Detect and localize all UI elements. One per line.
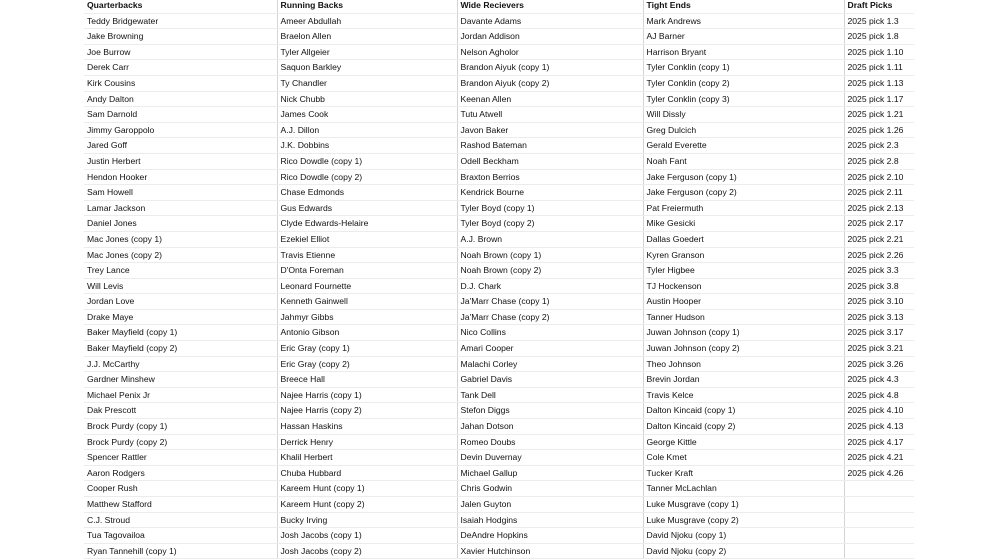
draft-pick-cell: 2025 pick 2.10: [844, 169, 914, 185]
wide-receiver-cell: Devin Duvernay: [457, 450, 643, 466]
table-row: [84, 122, 914, 138]
table-row: [84, 13, 914, 29]
draft-pick-cell: 2025 pick 1.13: [844, 75, 914, 91]
tight-end-cell: George Kittle: [643, 434, 844, 450]
table-row: [84, 107, 914, 123]
table-row: [84, 75, 914, 91]
wide-receiver-cell: Keenan Allen: [457, 91, 643, 107]
draft-pick-cell: 2025 pick 2.17: [844, 216, 914, 232]
tight-end-cell: Luke Musgrave (copy 2): [643, 512, 844, 528]
tight-end-cell: Greg Dulcich: [643, 122, 844, 138]
tight-end-cell: Will Dissly: [643, 107, 844, 123]
running-back-cell: Josh Jacobs (copy 1): [277, 528, 457, 544]
tight-end-cell: TJ Hockenson: [643, 278, 844, 294]
table-row: [84, 372, 914, 388]
tight-end-cell: David Njoku (copy 1): [643, 528, 844, 544]
running-back-cell: Najee Harris (copy 2): [277, 403, 457, 419]
table-row: [84, 325, 914, 341]
wide-receiver-cell: Malachi Corley: [457, 356, 643, 372]
running-back-cell: Breece Hall: [277, 372, 457, 388]
table-row: [84, 44, 914, 60]
draft-pick-cell: 2025 pick 2.11: [844, 185, 914, 201]
quarterback-cell: Justin Herbert: [84, 153, 277, 169]
tight-end-cell: Theo Johnson: [643, 356, 844, 372]
wide-receiver-cell: Kendrick Bourne: [457, 185, 643, 201]
wide-receiver-cell: Brandon Aiyuk (copy 1): [457, 60, 643, 76]
header-draft-picks: Draft Picks: [844, 0, 914, 13]
draft-pick-cell: 2025 pick 1.11: [844, 60, 914, 76]
quarterback-cell: Matthew Stafford: [84, 497, 277, 513]
wide-receiver-cell: Amari Cooper: [457, 341, 643, 357]
running-back-cell: Antonio Gibson: [277, 325, 457, 341]
draft-pick-cell: 2025 pick 1.8: [844, 29, 914, 45]
quarterback-cell: Baker Mayfield (copy 2): [84, 341, 277, 357]
header-row: [84, 0, 914, 13]
quarterback-cell: Michael Penix Jr: [84, 387, 277, 403]
table-row: [84, 91, 914, 107]
wide-receiver-cell: Xavier Hutchinson: [457, 543, 643, 559]
tight-end-cell: Travis Kelce: [643, 387, 844, 403]
tight-end-cell: Pat Freiermuth: [643, 200, 844, 216]
quarterback-cell: Jordan Love: [84, 294, 277, 310]
quarterback-cell: Sam Darnold: [84, 107, 277, 123]
quarterback-cell: Daniel Jones: [84, 216, 277, 232]
quarterback-cell: Mac Jones (copy 2): [84, 247, 277, 263]
table-row: [84, 450, 914, 466]
draft-pick-cell: 2025 pick 3.13: [844, 309, 914, 325]
table-row: [84, 138, 914, 154]
quarterback-cell: Jake Browning: [84, 29, 277, 45]
draft-pick-cell: 2025 pick 2.26: [844, 247, 914, 263]
wide-receiver-cell: Gabriel Davis: [457, 372, 643, 388]
table-row: [84, 200, 914, 216]
running-back-cell: D'Onta Foreman: [277, 263, 457, 279]
draft-pick-cell: [844, 528, 914, 544]
running-back-cell: Chase Edmonds: [277, 185, 457, 201]
running-back-cell: Najee Harris (copy 1): [277, 387, 457, 403]
wide-receiver-cell: DeAndre Hopkins: [457, 528, 643, 544]
draft-pick-cell: 2025 pick 2.13: [844, 200, 914, 216]
draft-pick-cell: 2025 pick 4.21: [844, 450, 914, 466]
tight-end-cell: Tyler Conklin (copy 2): [643, 75, 844, 91]
wide-receiver-cell: Tyler Boyd (copy 1): [457, 200, 643, 216]
running-back-cell: Gus Edwards: [277, 200, 457, 216]
wide-receiver-cell: Tutu Atwell: [457, 107, 643, 123]
tight-end-cell: David Njoku (copy 2): [643, 543, 844, 559]
wide-receiver-cell: Jalen Guyton: [457, 497, 643, 513]
draft-pick-cell: 2025 pick 4.10: [844, 403, 914, 419]
table-row: [84, 60, 914, 76]
table-row: [84, 169, 914, 185]
running-back-cell: Ty Chandler: [277, 75, 457, 91]
wide-receiver-cell: Nelson Agholor: [457, 44, 643, 60]
table-row: [84, 278, 914, 294]
running-back-cell: Bucky Irving: [277, 512, 457, 528]
wide-receiver-cell: Isaiah Hodgins: [457, 512, 643, 528]
table-row: [84, 263, 914, 279]
running-back-cell: Clyde Edwards-Helaire: [277, 216, 457, 232]
quarterback-cell: Kirk Cousins: [84, 75, 277, 91]
tight-end-cell: Luke Musgrave (copy 1): [643, 497, 844, 513]
draft-pick-cell: 2025 pick 3.3: [844, 263, 914, 279]
draft-pick-cell: 2025 pick 1.10: [844, 44, 914, 60]
roster-table: [84, 0, 914, 559]
table-row: [84, 481, 914, 497]
tight-end-cell: Jake Ferguson (copy 1): [643, 169, 844, 185]
draft-pick-cell: 2025 pick 1.21: [844, 107, 914, 123]
quarterback-cell: Trey Lance: [84, 263, 277, 279]
wide-receiver-cell: Stefon Diggs: [457, 403, 643, 419]
draft-pick-cell: 2025 pick 2.21: [844, 231, 914, 247]
wide-receiver-cell: Braxton Berrios: [457, 169, 643, 185]
draft-pick-cell: 2025 pick 1.3: [844, 13, 914, 29]
draft-pick-cell: [844, 512, 914, 528]
tight-end-cell: Brevin Jordan: [643, 372, 844, 388]
quarterback-cell: Brock Purdy (copy 2): [84, 434, 277, 450]
header-wide-receivers: Wide Recievers: [457, 0, 643, 13]
tight-end-cell: Tanner McLachlan: [643, 481, 844, 497]
table-row: [84, 231, 914, 247]
quarterback-cell: Baker Mayfield (copy 1): [84, 325, 277, 341]
table-row: [84, 247, 914, 263]
table-row: [84, 434, 914, 450]
running-back-cell: Kareem Hunt (copy 2): [277, 497, 457, 513]
header-running-backs: Running Backs: [277, 0, 457, 13]
draft-pick-cell: 2025 pick 4.13: [844, 419, 914, 435]
table-row: [84, 497, 914, 513]
wide-receiver-cell: Nico Collins: [457, 325, 643, 341]
quarterback-cell: C.J. Stroud: [84, 512, 277, 528]
table-row: [84, 341, 914, 357]
running-back-cell: Rico Dowdle (copy 1): [277, 153, 457, 169]
running-back-cell: Travis Etienne: [277, 247, 457, 263]
wide-receiver-cell: Rashod Bateman: [457, 138, 643, 154]
quarterback-cell: Sam Howell: [84, 185, 277, 201]
draft-pick-cell: 2025 pick 3.10: [844, 294, 914, 310]
running-back-cell: Rico Dowdle (copy 2): [277, 169, 457, 185]
wide-receiver-cell: Tyler Boyd (copy 2): [457, 216, 643, 232]
tight-end-cell: Tyler Higbee: [643, 263, 844, 279]
tight-end-cell: Tucker Kraft: [643, 465, 844, 481]
draft-pick-cell: 2025 pick 4.8: [844, 387, 914, 403]
tight-end-cell: Dalton Kincaid (copy 1): [643, 403, 844, 419]
quarterback-cell: Derek Carr: [84, 60, 277, 76]
quarterback-cell: Jared Goff: [84, 138, 277, 154]
tight-end-cell: Gerald Everette: [643, 138, 844, 154]
quarterback-cell: Ryan Tannehill (copy 1): [84, 543, 277, 559]
table-row: [84, 543, 914, 559]
table-row: [84, 294, 914, 310]
draft-pick-cell: 2025 pick 3.17: [844, 325, 914, 341]
draft-pick-cell: 2025 pick 3.26: [844, 356, 914, 372]
table-row: [84, 309, 914, 325]
quarterback-cell: Teddy Bridgewater: [84, 13, 277, 29]
quarterback-cell: Cooper Rush: [84, 481, 277, 497]
quarterback-cell: Andy Dalton: [84, 91, 277, 107]
quarterback-cell: Brock Purdy (copy 1): [84, 419, 277, 435]
running-back-cell: Tyler Allgeier: [277, 44, 457, 60]
draft-pick-cell: 2025 pick 4.17: [844, 434, 914, 450]
draft-pick-cell: 2025 pick 2.3: [844, 138, 914, 154]
wide-receiver-cell: Ja'Marr Chase (copy 1): [457, 294, 643, 310]
table-row: [84, 216, 914, 232]
wide-receiver-cell: Romeo Doubs: [457, 434, 643, 450]
header-quarterbacks: Quarterbacks: [84, 0, 277, 13]
header-tight-ends: Tight Ends: [643, 0, 844, 13]
running-back-cell: J.K. Dobbins: [277, 138, 457, 154]
running-back-cell: A.J. Dillon: [277, 122, 457, 138]
wide-receiver-cell: Noah Brown (copy 2): [457, 263, 643, 279]
tight-end-cell: Kyren Granson: [643, 247, 844, 263]
running-back-cell: Kareem Hunt (copy 1): [277, 481, 457, 497]
running-back-cell: Derrick Henry: [277, 434, 457, 450]
draft-pick-cell: [844, 543, 914, 559]
quarterback-cell: J.J. McCarthy: [84, 356, 277, 372]
draft-pick-cell: 2025 pick 3.8: [844, 278, 914, 294]
quarterback-cell: Hendon Hooker: [84, 169, 277, 185]
tight-end-cell: Juwan Johnson (copy 2): [643, 341, 844, 357]
table-row: [84, 419, 914, 435]
running-back-cell: Saquon Barkley: [277, 60, 457, 76]
quarterback-cell: Gardner Minshew: [84, 372, 277, 388]
tight-end-cell: Mike Gesicki: [643, 216, 844, 232]
running-back-cell: Chuba Hubbard: [277, 465, 457, 481]
running-back-cell: Nick Chubb: [277, 91, 457, 107]
table-row: [84, 185, 914, 201]
wide-receiver-cell: D.J. Chark: [457, 278, 643, 294]
running-back-cell: Jahmyr Gibbs: [277, 309, 457, 325]
table-row: [84, 29, 914, 45]
quarterback-cell: Tua Tagovailoa: [84, 528, 277, 544]
draft-pick-cell: 2025 pick 4.3: [844, 372, 914, 388]
quarterback-cell: Joe Burrow: [84, 44, 277, 60]
running-back-cell: Hassan Haskins: [277, 419, 457, 435]
tight-end-cell: Tyler Conklin (copy 3): [643, 91, 844, 107]
draft-pick-cell: 2025 pick 2.8: [844, 153, 914, 169]
wide-receiver-cell: Michael Gallup: [457, 465, 643, 481]
table-row: [84, 356, 914, 372]
table-row: [84, 387, 914, 403]
quarterback-cell: Will Levis: [84, 278, 277, 294]
wide-receiver-cell: Tank Dell: [457, 387, 643, 403]
draft-pick-cell: [844, 497, 914, 513]
tight-end-cell: Jake Ferguson (copy 2): [643, 185, 844, 201]
wide-receiver-cell: Jordan Addison: [457, 29, 643, 45]
running-back-cell: Ezekiel Elliot: [277, 231, 457, 247]
quarterback-cell: Lamar Jackson: [84, 200, 277, 216]
draft-pick-cell: 2025 pick 1.17: [844, 91, 914, 107]
draft-pick-cell: [844, 481, 914, 497]
quarterback-cell: Aaron Rodgers: [84, 465, 277, 481]
quarterback-cell: Dak Prescott: [84, 403, 277, 419]
wide-receiver-cell: Noah Brown (copy 1): [457, 247, 643, 263]
tight-end-cell: Tyler Conklin (copy 1): [643, 60, 844, 76]
table-row: [84, 465, 914, 481]
running-back-cell: Josh Jacobs (copy 2): [277, 543, 457, 559]
tight-end-cell: Mark Andrews: [643, 13, 844, 29]
table-row: [84, 153, 914, 169]
table-row: [84, 403, 914, 419]
tight-end-cell: Tanner Hudson: [643, 309, 844, 325]
quarterback-cell: Mac Jones (copy 1): [84, 231, 277, 247]
draft-pick-cell: 2025 pick 1.26: [844, 122, 914, 138]
tight-end-cell: Austin Hooper: [643, 294, 844, 310]
running-back-cell: Khalil Herbert: [277, 450, 457, 466]
draft-pick-cell: 2025 pick 3.21: [844, 341, 914, 357]
draft-pick-cell: 2025 pick 4.26: [844, 465, 914, 481]
running-back-cell: Eric Gray (copy 1): [277, 341, 457, 357]
running-back-cell: Leonard Fournette: [277, 278, 457, 294]
quarterback-cell: Spencer Rattler: [84, 450, 277, 466]
wide-receiver-cell: Odell Beckham: [457, 153, 643, 169]
tight-end-cell: Cole Kmet: [643, 450, 844, 466]
running-back-cell: James Cook: [277, 107, 457, 123]
tight-end-cell: Noah Fant: [643, 153, 844, 169]
tight-end-cell: Juwan Johnson (copy 1): [643, 325, 844, 341]
table-row: [84, 512, 914, 528]
tight-end-cell: Harrison Bryant: [643, 44, 844, 60]
wide-receiver-cell: Ja'Marr Chase (copy 2): [457, 309, 643, 325]
wide-receiver-cell: Jahan Dotson: [457, 419, 643, 435]
tight-end-cell: Dalton Kincaid (copy 2): [643, 419, 844, 435]
wide-receiver-cell: Davante Adams: [457, 13, 643, 29]
wide-receiver-cell: A.J. Brown: [457, 231, 643, 247]
running-back-cell: Ameer Abdullah: [277, 13, 457, 29]
tight-end-cell: Dallas Goedert: [643, 231, 844, 247]
wide-receiver-cell: Brandon Aiyuk (copy 2): [457, 75, 643, 91]
wide-receiver-cell: Chris Godwin: [457, 481, 643, 497]
wide-receiver-cell: Javon Baker: [457, 122, 643, 138]
table-row: [84, 528, 914, 544]
tight-end-cell: AJ Barner: [643, 29, 844, 45]
running-back-cell: Eric Gray (copy 2): [277, 356, 457, 372]
running-back-cell: Braelon Allen: [277, 29, 457, 45]
running-back-cell: Kenneth Gainwell: [277, 294, 457, 310]
quarterback-cell: Jimmy Garoppolo: [84, 122, 277, 138]
quarterback-cell: Drake Maye: [84, 309, 277, 325]
